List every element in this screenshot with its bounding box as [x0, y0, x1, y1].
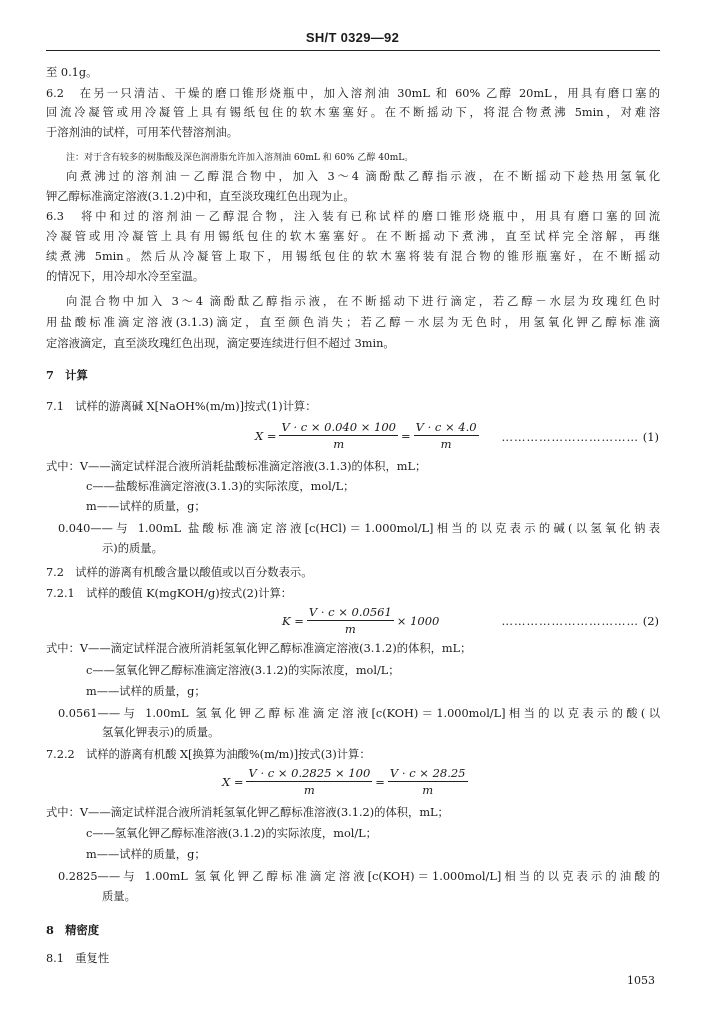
- formula-1: [255, 420, 482, 451]
- text-line: 0.2825——与 1.00mL 氢氧化钾乙醇标准滴定溶液[c(KOH)＝1.000mol/L]相当的以克表示的油酸的: [58, 870, 660, 883]
- text-line: m——试样的质量，g；: [86, 685, 206, 698]
- section-8-heading: 8 精密度: [46, 923, 100, 937]
- formula-1-fraction-b: [414, 420, 479, 451]
- text-line: 钾乙醇标准滴定溶液(3.1.2)中和，直至淡玫瑰红色出现为止。: [46, 190, 355, 203]
- text-line: c——氢氧化钾乙醇标准溶液(3.1.2)的实际浓度，mol/L；: [86, 827, 377, 840]
- section-7-heading: 7 计算: [46, 368, 88, 382]
- formula-2-numerator: V · c × 0.0561: [308, 605, 392, 619]
- text-line: 氢氧化钾表示)的质量。: [102, 726, 220, 739]
- clause-7-2-1: 7.2.1 试样的酸值 K(mgKOH/g)按式(2)计算：: [46, 587, 293, 600]
- formula-1-denominator-a: m: [333, 437, 345, 451]
- text-line: 至 0.1g。: [46, 66, 98, 79]
- formula-3-denominator-b: m: [422, 783, 434, 797]
- text-line: c——盐酸标准滴定溶液(3.1.3)的实际浓度，mol/L；: [86, 480, 355, 493]
- formula-3: [222, 766, 471, 797]
- formula-2-fraction: [307, 605, 394, 636]
- formula-1-numerator-a: V · c × 0.040 × 100: [281, 420, 396, 434]
- text-line: 向混合物中加入 3～4 滴酚酞乙醇指示液，在不断摇动下进行滴定，若乙醇－水层为玫瑰红色时: [66, 295, 660, 308]
- text-line: 于溶剂油的试样，可用苯代替溶剂油。: [46, 126, 239, 139]
- formula-1-fraction-a: [279, 420, 397, 451]
- text-line: 续煮沸 5min。然后从冷凝管上取下，用锡纸包住的软木塞将装有混合物的锥形瓶塞好，在不断摇动: [46, 250, 660, 263]
- formula-1-numerator-b: V · c × 4.0: [415, 420, 477, 434]
- formula-3-fraction-b: [388, 766, 468, 797]
- clause-6-2: 6.2 在另一只清洁、干燥的磨口锥形烧瓶中，加入溶剂油 30mL 和 60% 乙醇 20mL，用具有磨口塞的: [46, 87, 660, 100]
- formula-3-lhs: X =: [222, 774, 244, 789]
- clause-8-1: 8.1 重复性: [46, 952, 110, 965]
- text-line: 示)的质量。: [102, 542, 163, 555]
- clause-7-2: 7.2 试样的游离有机酸含量以酸值或以百分数表示。: [46, 566, 313, 579]
- text-line: 向煮沸过的溶剂油－乙醇混合物中，加入 3～4 滴酚酞乙醇指示液，在不断摇动下趁热用氢氧化: [66, 170, 660, 183]
- formula-2-denominator: m: [344, 622, 356, 636]
- text-line: 冷凝管或用冷凝管上具有用锡纸包住的软木塞塞好。在不断摇动下煮沸，直至试样完全溶解，再继: [46, 230, 660, 243]
- formula-3-fraction-a: [246, 766, 372, 797]
- text-line: 质量。: [102, 890, 136, 903]
- formula-3-denominator-a: m: [303, 783, 315, 797]
- header-rule: [46, 50, 660, 51]
- formula-1-equals: =: [400, 428, 411, 443]
- equation-label-1: …………………………… (1): [501, 430, 659, 444]
- formula-3-numerator-b: V · c × 28.25: [389, 766, 466, 780]
- clause-7-2-2: 7.2.2 试样的游离有机酸 X[换算为油酸%(m/m)]按式(3)计算：: [46, 748, 371, 761]
- text-line: 式中：V——滴定试样混合液所消耗氢氧化钾乙醇标准滴定溶液(3.1.2)的体积，mL；: [46, 642, 472, 655]
- formula-3-numerator-a: V · c × 0.2825 × 100: [248, 766, 371, 780]
- header-code: SH/T 0329—92: [305, 30, 400, 45]
- text-line: 式中：V——滴定试样混合液所消耗氢氧化钾乙醇标准溶液(3.1.2)的体积，mL；: [46, 806, 449, 819]
- formula-3-equals: =: [375, 774, 385, 789]
- formula-2-lhs: K =: [282, 613, 304, 628]
- clause-6-3: 6.3 将中和过的溶剂油－乙醇混合物，注入装有已称试样的磨口锥形烧瓶中，用具有磨口塞的回流: [46, 210, 660, 223]
- clause-7-1: 7.1 试样的游离碱 X[NaOH%(m/m)]按式(1)计算：: [46, 400, 317, 413]
- text-line: 定溶液滴定，直至淡玫瑰红色出现，滴定要连续进行但不超过 3min。: [46, 337, 395, 350]
- text-line: 的情况下，用冷却水冷至室温。: [46, 270, 205, 283]
- text-line: 0.040——与 1.00mL 盐酸标准滴定溶液[c(HCl)＝1.000mol/L]相当的以克表示的碱(以氢氧化钠表: [58, 522, 660, 535]
- text-line: 式中：V——滴定试样混合液所消耗盐酸标准滴定溶液(3.1.3)的体积，mL；: [46, 460, 427, 473]
- equation-label-2: …………………………… (2): [501, 614, 659, 628]
- page-number: 1053: [627, 974, 655, 987]
- formula-2-multiplier: × 1000: [396, 613, 440, 628]
- formula-1-denominator-b: m: [440, 437, 452, 451]
- text-line: c——氢氧化钾乙醇标准滴定溶液(3.1.2)的实际浓度，mol/L；: [86, 664, 400, 677]
- note: 注：对于含有较多的树脂酸及深色润滑脂允许加入溶剂油 60mL 和 60% 乙醇 40mL。: [66, 153, 414, 163]
- text-line: 回流冷凝管或用冷凝管上具有锡纸包住的软木塞塞好。在不断摇动下，将混合物煮沸 5min，对难溶: [46, 106, 660, 119]
- text-line: m——试样的质量，g；: [86, 848, 206, 861]
- text-line: 0.0561——与 1.00mL 氢氧化钾乙醇标准滴定溶液[c(KOH)＝1.000mol/L]相当的以克表示的酸(以: [58, 707, 660, 720]
- formula-1-lhs: X =: [255, 428, 277, 443]
- formula-2: [282, 605, 439, 636]
- text-line: 用盐酸标准滴定溶液(3.1.3)滴定，直至颜色消失；若乙醇－水层为无色时，用氢氧化钾乙醇标准滴: [46, 316, 660, 329]
- text-line: m——试样的质量，g；: [86, 500, 206, 513]
